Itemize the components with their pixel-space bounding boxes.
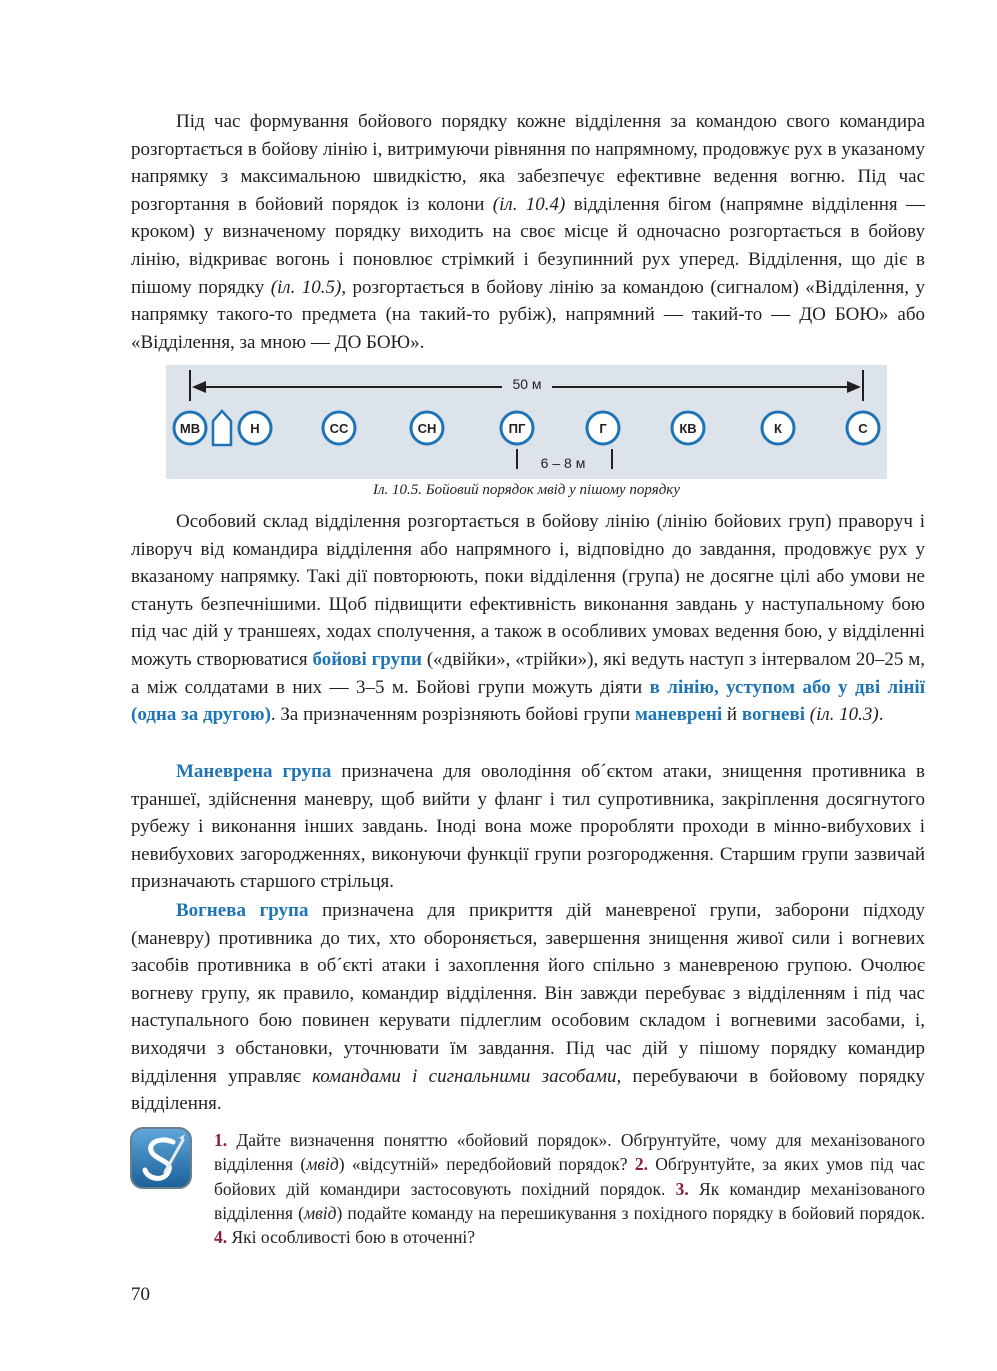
term-formations: в лінію, уступом або у дві лінії (одна за другою) bbox=[131, 676, 925, 726]
question-s-icon bbox=[129, 1126, 193, 1190]
term-fire-group: Вогнева група bbox=[176, 900, 309, 921]
svg-text:КВ: КВ bbox=[679, 421, 697, 436]
paragraph-maneuver-group: Маневрена група призначена для оволодіння об´єктом атаки, знищення противника в траншеї, здійснення маневру, щоб вийти у фланг і тил супротивника, закріплення досягнутого рубежу і виконання інших завдань. Іноді вона може проробляти проходи в мінно-вибухових і невибухових загородженнях, виконуючи функції групи розгородження. Старшим групи зазвичай призначають старшого стрільця. bbox=[131, 761, 925, 893]
figure-caption: Іл. 10.5. Бойовий порядок мвід у пішому порядку bbox=[373, 482, 680, 498]
arrow-left-icon bbox=[192, 381, 206, 393]
term-maneuver-group: Маневрена група bbox=[176, 761, 332, 782]
figure-ref: (іл. 10.5) bbox=[270, 276, 342, 298]
page-number: 70 bbox=[131, 1284, 150, 1305]
svg-text:Н: Н bbox=[250, 421, 260, 436]
position-n bbox=[239, 412, 271, 444]
paragraph-fire-group: Вогнева група призначена для прикриття дій маневреної групи, заборони підходу (маневру) противника до тих, хто обороняється, завершення знищення живої сили і вогневих засобів противника в об´єкті атаки і захоплення його спільно з маневреною групою. Очолює вогневу групу, як правило, командир відділення. Він завжди перебуває з відділенням і під час наступального бою повинен керувати підлеглим особовим складом і вогневими засобами, і, виходячи з обстановки, уточнювати їм завдання. Під час дій у пішому порядку командир відділення управляє командами і сигнальними засобами, перебуваючи в бойовому порядку відділення. bbox=[131, 900, 925, 1115]
review-questions: 1. Дайте визначення поняттю «бойовий порядок». Обґрунтуйте, чому для механізованого відділення (мвід) «відсутній» передбойовий порядок? 2. Обґрунтуйте, за яких умов під час бойових дій командири застосовують похідний порядок. 3. Як командир механізованого відділення (мвід) подайте команду на перешикування з похідного порядку в бойовий порядок. 4. Які особливості бою в оточенні? bbox=[214, 1130, 925, 1248]
figure-ref: (іл. 10.4) bbox=[492, 193, 566, 215]
position-sn bbox=[411, 412, 443, 444]
svg-text:С: С bbox=[858, 421, 868, 436]
term-combat-groups: бойові групи bbox=[312, 648, 422, 670]
svg-text:Г: Г bbox=[599, 421, 607, 436]
vehicle-icon bbox=[213, 411, 231, 445]
position-k bbox=[762, 412, 794, 444]
position-ss bbox=[323, 412, 355, 444]
figure-ref: (іл. 10.3) bbox=[809, 704, 879, 726]
battle-order-figure bbox=[166, 365, 887, 479]
paragraph-combat-groups: Особовий склад відділення розгортається в бойову лінію (лінію бойових груп) праворуч і ліворуч від командира відділення або напрямного і, відповідно до завдання, продовжує рух у вказаному напрямку. Такі дії повторюють, поки відділення (група) не досягне цілі або умови не стануть безпечнішими. Щоб підвищити ефективність виконання завдань у наступальному бою під час дій у траншеях, ходах сполучення, а також в особливих умовах ведення бою, у відділенні можуть створюватися бойові групи («двійки», «трійки»), які ведуть наступ з інтервалом 20–25 м, а між солдатами в них — 3–5 м. Бойові групи можуть діяти в лінію, уступом або у дві лінії (одна за другою). За призначенням розрізняють бойові групи маневрені й вогневі (іл. 10.3). bbox=[131, 511, 925, 726]
battle-order-diagram bbox=[166, 365, 887, 479]
svg-text:СС: СС bbox=[329, 421, 349, 436]
position-g bbox=[587, 412, 619, 444]
distance-label: 50 м bbox=[512, 376, 542, 392]
term-commands: командами і сигнальними засобами bbox=[312, 1065, 617, 1087]
svg-text:К: К bbox=[774, 421, 782, 436]
position-kv bbox=[672, 412, 704, 444]
svg-text:МВ: МВ bbox=[179, 421, 201, 436]
position-s bbox=[847, 412, 879, 444]
paragraph-deployment: Під час формування бойового порядку кожне відділення за командою свого командира розгортається в бойову лінію і, витримуючи рівняння по напрямному, продовжує рух в указаному напрямку з максимальною швидкістю, яка забезпечує ефективне ведення вогню. Під час розгортання в бойовий порядок із колони (іл. 10.4) відділення бігом (напрямне відділення — кроком) у визначеному порядку виходить на своє місце й одночасно розгортається в бойову лінію, відкриває вогонь і поновлює стрімкий і безупинний рух уперед. Відділення, що діє в пішому порядку (іл. 10.5), розгортається в бойову лінію за командою (сигналом) «Відділення, у напрямку такого-то предмета (на такий-то рубіж), напрямний — такий-то — ДО БОЮ» або «Відділення, за мною — ДО БОЮ». bbox=[131, 111, 926, 353]
svg-text:СН: СН bbox=[417, 421, 437, 436]
position-mv bbox=[174, 412, 206, 444]
arrow-right-icon bbox=[847, 381, 861, 393]
interval-label: 6 – 8 м bbox=[540, 455, 586, 471]
svg-text:ПГ: ПГ bbox=[508, 421, 526, 436]
term-fire: вогневі bbox=[741, 704, 805, 726]
term-maneuver: маневрені bbox=[634, 704, 723, 726]
position-pg bbox=[501, 412, 533, 444]
